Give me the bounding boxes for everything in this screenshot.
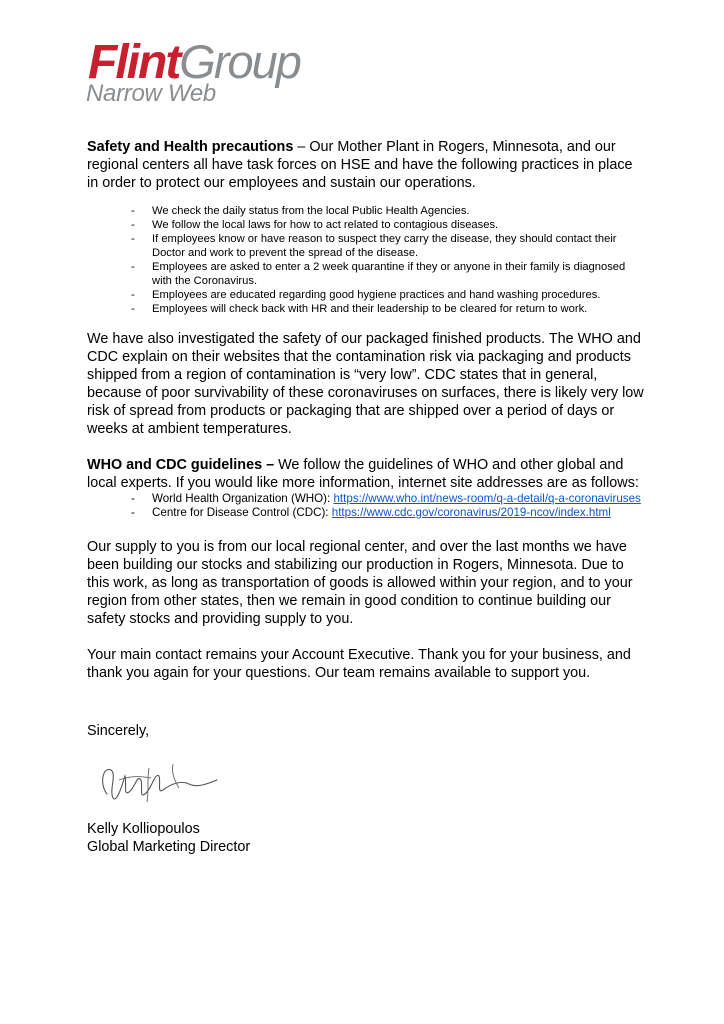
safety-paragraph [87,138,647,192]
logo-subtitle: Narrow Web [86,80,216,107]
list-item: - Employees are asked to enter a 2 week quarantine if they or anyone in their family is diagnosed with the Coronavirus. [131,261,626,287]
signer-title: Global Marketing Director [87,839,251,855]
who-link[interactable]: https://www.who.int/news-room/q-a-detail/q-a-coronaviruses [333,492,641,505]
safety-bullet-list [87,204,647,316]
safety-heading: Safety and Health precautions [87,139,294,155]
flint-group-logo [84,35,354,110]
handwritten-signature [89,754,229,814]
salutation: Sincerely, [87,723,150,739]
safety-text: – Our Mother Plant in Rogers, Minnesota, and our regional centers all have task forces on HSE and have the following practices in place in order to protect our employees and sustain our operations. [87,139,633,191]
list-item: - We check the daily status from the local Public Health Agencies. [131,205,470,217]
contact-paragraph: Your main contact remains your Account Executive. Thank you for your business, and thank you again for your questions. Our team remains available to support you. [87,647,631,681]
signer-name: Kelly Kolliopoulos [87,821,200,837]
closing-block [87,722,647,856]
list-item: - World Health Organization (WHO): https://www.who.int/news-room/q-a-detail/q-a-coronaviruses [131,492,641,505]
guidelines-link-list [87,492,647,520]
letter-body [87,138,647,856]
list-item: - Employees are educated regarding good hygiene practices and hand washing procedures. [131,289,601,301]
supply-paragraph: Our supply to you is from our local regional center, and over the last months we have been building our stocks and stabilizing our production in Rogers, Minnesota. Due to this work, as long as transportation of goods is allowed within your region, and to your region from other states, then we remain in good condition to continue building our safety stocks and providing supply to you. [87,539,633,627]
cdc-link-label: Centre for Disease Control (CDC): [152,506,332,519]
logo-group-text: Group [179,35,300,88]
logo-flint-text: Flint [88,36,180,89]
who-link-label: World Health Organization (WHO): [152,492,334,505]
guidelines-text: We follow the guidelines of WHO and other global and local experts. If you would like more information, internet site addresses are as follows: [87,457,639,491]
guidelines-heading: WHO and CDC guidelines – [87,457,275,473]
list-item: - If employees know or have reason to suspect they carry the disease, they should contact their Doctor and work to prevent the spread of the disease. [131,233,617,259]
list-item: - Employees will check back with HR and their leadership to be cleared for return to work. [131,303,588,315]
products-paragraph: We have also investigated the safety of our packaged finished products. The WHO and CDC explain on their websites that the contamination risk via packaging and products shipped from a region of contamination is “very low”. CDC states that in general, because of poor survivability of these coronaviruses on surfaces, there is likely very low risk of spread from products or packaging that are shipped over a period of days or weeks at ambient temperatures. [87,331,644,437]
list-item: - Centre for Disease Control (CDC): https://www.cdc.gov/coronavirus/2019-ncov/index.html [131,506,611,519]
cdc-link[interactable]: https://www.cdc.gov/coronavirus/2019-ncov/index.html [331,506,611,519]
list-item: - We follow the local laws for how to act related to contagious diseases. [131,219,499,231]
guidelines-paragraph [87,456,647,492]
